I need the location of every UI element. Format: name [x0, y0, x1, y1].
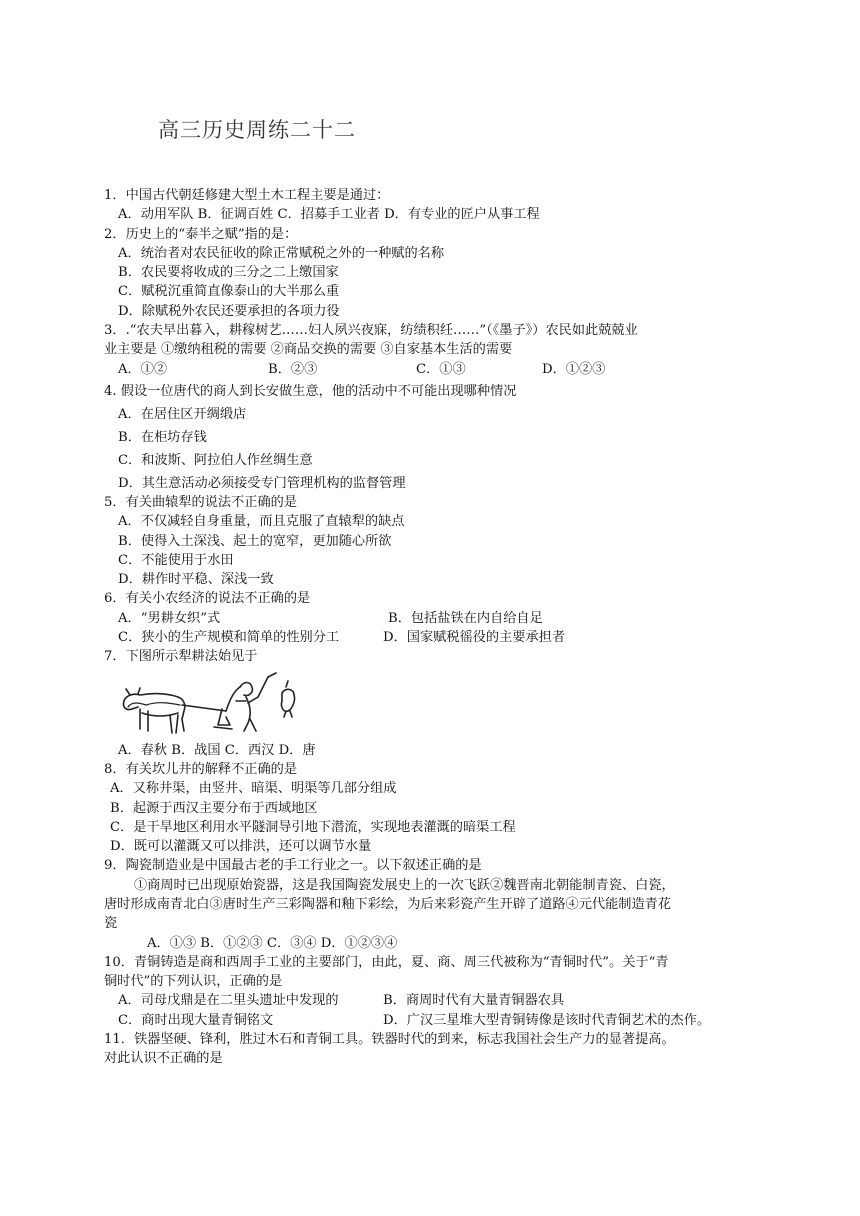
- q10-option-b: B．商周时代有大量青铜器农具: [383, 993, 565, 1009]
- q3-stem-line2: 业主要是 ①缴纳租税的需要 ②商品交换的需要 ③自家基本生活的需要: [104, 342, 513, 358]
- q4-option-d: D．其生意活动必须接受专门管理机构的监督管理: [118, 475, 406, 491]
- q10-stem-line2: 铜时代”的下列认识，正确的是: [104, 974, 283, 990]
- q10-option-a: A．司母戊鼎是在二里头遗址中发现的: [118, 993, 339, 1009]
- q2-option-b: B．农民要将收成的三分之二上缴国家: [118, 265, 339, 281]
- q8-option-c: C．是干旱地区利用水平隧洞导引地下潜流，实现地表灌溉的暗渠工程: [110, 819, 516, 835]
- q10-options-row2: [104, 1011, 764, 1030]
- q9-statements-line1: ①商周时已出现原始瓷器，这是我国陶瓷发展史上的一次飞跃②魏晋南北朝能制青瓷、白瓷，: [134, 877, 675, 893]
- q6-options-row2: [104, 628, 764, 647]
- q10-stem-line1: 10．青铜铸造是商和西周手工业的主要部门，由此，夏、商、周三代被称为“青铜时代”。关于“青: [104, 954, 669, 970]
- ox-plow-drawing: [118, 671, 318, 741]
- q5-option-c: C．不能使用于水田: [118, 552, 234, 568]
- q9-statements-line2: 唐时形成南青北白③唐时生产三彩陶器和釉下彩绘，为后来彩瓷产生开辟了道路④元代能制造青花: [104, 897, 672, 912]
- q6-stem: 6．有关小农经济的说法不正确的是: [104, 591, 311, 607]
- q3-option-b: B．②③: [268, 361, 318, 377]
- q5-stem: 5．有关曲辕犁的说法不正确的是: [104, 494, 298, 510]
- q6-option-c: C．狭小的生产规模和简单的性别分工: [118, 630, 340, 646]
- q6-option-d: D．国家赋税徭役的主要承担者: [383, 630, 566, 646]
- q5-option-d: D．耕作时平稳、深浅一致: [118, 572, 274, 588]
- plowing-illustration: [104, 667, 764, 741]
- q4-option-a: A．在居住区开绸缎店: [118, 407, 247, 423]
- q5-option-b: B．使得入土深浅、起土的宽窄，更加随心所欲: [118, 533, 392, 549]
- q9-statements-line3: 瓷: [104, 916, 118, 932]
- q3-options: [104, 360, 764, 379]
- page-title: 高三历史周练二十二: [158, 118, 356, 142]
- q10-option-d: D．广汉三星堆大型青铜铸像是该时代青铜艺术的杰作。: [383, 1012, 711, 1028]
- q8-option-b: B．起源于西汉主要分布于西域地区: [110, 800, 318, 816]
- q4-stem: 4. 假设一位唐代的商人到长安做生意，他的活动中不可能出现哪种情况: [104, 384, 517, 400]
- q4-option-c: C．和波斯、阿拉伯人作丝绸生意: [118, 452, 313, 468]
- q2-stem: 2．历史上的“泰半之赋”指的是：: [104, 226, 298, 242]
- q3-option-c: C．①③: [416, 361, 466, 377]
- q6-option-a: A．“男耕女织”式: [118, 610, 221, 626]
- q5-option-a: A．不仅减轻自身重量，而且克服了直辕犁的缺点: [118, 514, 405, 530]
- q8-option-a: A．又称井渠，由竖井、暗渠、明渠等几部分组成: [110, 781, 397, 797]
- q10-option-c: C．商时出现大量青铜铭文: [118, 1012, 274, 1028]
- q9-stem: 9．陶瓷制造业是中国最古老的手工行业之一。以下叙述正确的是: [104, 858, 482, 874]
- q7-options: A．春秋 B．战国 C．西汉 D．唐: [118, 742, 316, 758]
- q7-stem: 7．下图所示犁耕法始见于: [104, 649, 258, 665]
- question-list: [104, 186, 764, 1069]
- q3-stem-line1: 3．.“农夫早出暮入，耕稼树艺……妇人夙兴夜寐，纺绩积纴……”（《墨子》）农民如此兢兢业: [104, 323, 638, 339]
- q3-option-a: A．①②: [118, 361, 168, 377]
- q1-options: A．动用军队 B．征调百姓 C．招募手工业者 D．有专业的匠户从事工程: [118, 207, 540, 223]
- q11-stem-line1: 11．铁器坚硬、锋利，胜过木石和青铜工具。铁器时代的到来，标志我国社会生产力的显著提高。: [104, 1032, 675, 1048]
- q10-options-row1: [104, 991, 764, 1010]
- q11-stem-line2: 对此认识不正确的是: [104, 1051, 223, 1067]
- q9-options: A．①③ B．①②③ C．③④ D．①②③④: [147, 935, 398, 951]
- q3-option-d: D．①②③: [542, 361, 606, 377]
- q4-option-b: B．在柜坊存钱: [118, 430, 207, 446]
- q1-stem: 1．中国古代朝廷修建大型土木工程主要是通过：: [104, 188, 390, 203]
- q2-option-c: C．赋税沉重简直像泰山的大半那么重: [118, 284, 340, 300]
- q6-options-row1: [104, 609, 764, 628]
- q2-option-d: D．除赋税外农民还要承担的各项力役: [118, 303, 340, 319]
- q8-option-d: D．既可以灌溉又可以排洪，还可以调节水量: [110, 839, 372, 855]
- q6-option-b: B．包括盐铁在内自给自足: [388, 610, 543, 626]
- q8-stem: 8．有关坎儿井的解释不正确的是: [104, 761, 298, 777]
- q2-option-a: A．统治者对农民征收的除正常赋税之外的一种赋的名称: [118, 245, 445, 261]
